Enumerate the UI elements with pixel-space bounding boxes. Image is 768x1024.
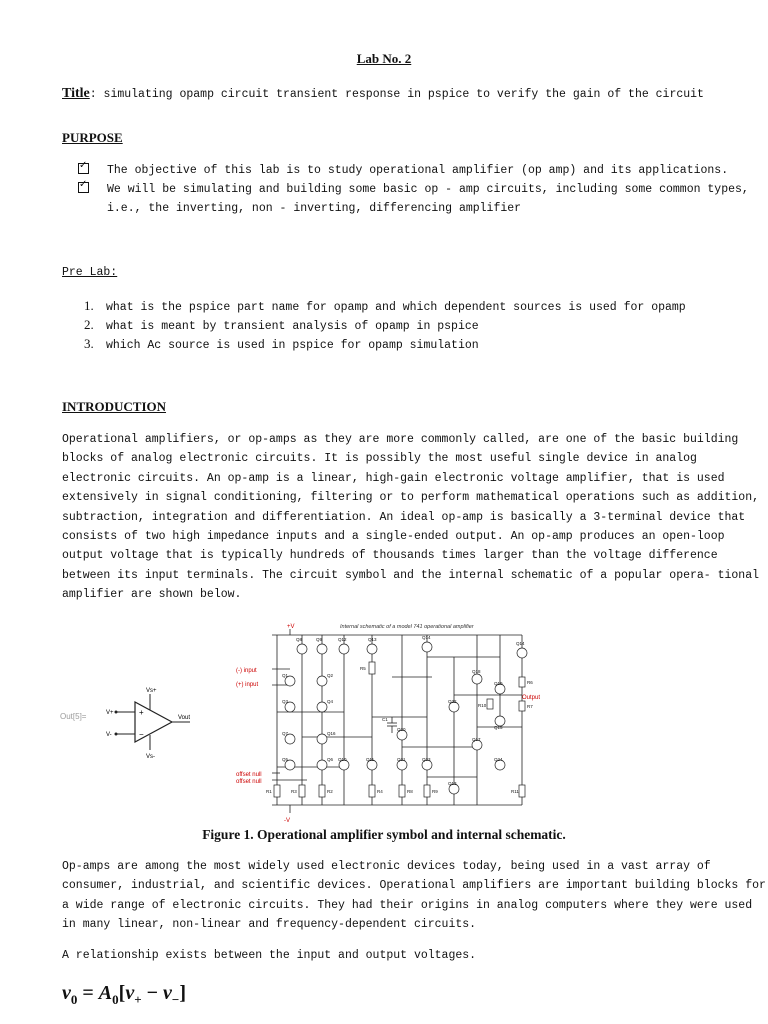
- svg-text:Q6: Q6: [327, 757, 334, 762]
- svg-text:R5: R5: [360, 666, 366, 671]
- purpose-item: ✓The objective of this lab is to study operational amplifier (op amp) and its applications.: [78, 163, 728, 177]
- opamp-symbol-figure: [60, 680, 210, 760]
- internal-schematic-figure: [232, 617, 552, 827]
- svg-text:Q12: Q12: [338, 637, 347, 642]
- purpose-item-continuation: i.e., the inverting, non - inverting, differencing amplifier: [107, 202, 522, 215]
- svg-text:C1: C1: [382, 717, 388, 722]
- vplus-label: V+: [106, 710, 114, 716]
- introduction-heading: INTRODUCTION: [62, 399, 167, 414]
- purpose-item: ✓We will be simulating and building some basic op - amp circuits, including some common types,: [78, 182, 749, 196]
- svg-text:Q19: Q19: [494, 681, 503, 686]
- svg-text:R1: R1: [266, 789, 272, 794]
- svg-text:R6: R6: [527, 680, 533, 685]
- svg-text:R9: R9: [432, 789, 438, 794]
- offset-null-label: offset null: [236, 779, 262, 785]
- svg-text:Q5: Q5: [282, 757, 289, 762]
- prelab-heading: Pre Lab:: [62, 266, 118, 279]
- title-line: [62, 84, 704, 102]
- svg-text:R2: R2: [327, 789, 333, 794]
- svg-text:Q21: Q21: [397, 757, 406, 762]
- lab-number: Lab No. 2: [356, 51, 412, 66]
- svg-text:R3: R3: [291, 789, 297, 794]
- svg-text:Q24: Q24: [494, 757, 503, 762]
- prelab-item: 2. what is meant by transient analysis of opamp in pspice: [84, 317, 479, 333]
- title-label: Title: [62, 86, 90, 101]
- vs-minus-label: Vs-: [146, 754, 155, 760]
- svg-text:Q18: Q18: [472, 669, 481, 674]
- svg-text:Q2: Q2: [327, 673, 334, 678]
- inverting-input-label: (-) input: [236, 668, 257, 674]
- vout-label: Vout: [178, 715, 191, 721]
- offset-null-label: offset null: [236, 772, 262, 778]
- svg-text:Q9: Q9: [316, 637, 323, 642]
- svg-text:Q4: Q4: [327, 699, 334, 704]
- svg-text:Q14: Q14: [516, 641, 525, 646]
- prelab-item: 1. what is the pspice part name for opamp and which dependent sources is used for opamp: [84, 298, 686, 314]
- schematic-title: Internal schematic of a model 741 operational amplifier: [340, 624, 474, 630]
- svg-text:Q7: Q7: [282, 731, 289, 736]
- vs-plus-label: Vs+: [146, 688, 157, 694]
- prelab-item: 3. which Ac source is used in pspice for opamp simulation: [84, 336, 479, 352]
- svg-text:Q15: Q15: [494, 725, 503, 730]
- out-label: Out[5]=: [60, 712, 87, 721]
- purpose-heading: PURPOSE: [62, 130, 123, 145]
- title-text: : simulating opamp circuit transient response in pspice to verify the gain of the circuit: [89, 88, 704, 101]
- body-paragraph: Op-amps are among the most widely used electronic devices today, being used in a vast array of consumer, industrial, and scientific devices. Operational amplifiers are important building blocks for a wide range of electronic circuits. They had their origins in analog computers where they were used in many linear, non-linear and frequency-dependent circuits.: [62, 860, 766, 932]
- checkbox-icon: [78, 163, 89, 174]
- output-label: Output: [522, 695, 541, 701]
- gain-formula: $v_0 = A_0[v_+ - v_-]$: [62, 982, 187, 1007]
- minus-v-label: -V: [284, 818, 290, 824]
- svg-text:Q10: Q10: [338, 757, 347, 762]
- svg-text:Q1: Q1: [282, 673, 289, 678]
- svg-text:Q11: Q11: [366, 757, 375, 762]
- svg-text:Q16: Q16: [327, 731, 336, 736]
- checkbox-icon: [78, 182, 89, 193]
- svg-text:Q13: Q13: [448, 781, 457, 786]
- svg-text:R4: R4: [377, 789, 383, 794]
- transistor-icons: [285, 642, 527, 794]
- svg-text:Q17: Q17: [472, 737, 481, 742]
- introduction-paragraph: Operational amplifiers, or op-amps as they are more commonly called, are one of the basic building blocks of analog electronic circuits. It is possibly the most useful single device in analog electronic circuits. An op-amp is a linear, high-gain electronic voltage amplifier, that is used extensively in signal conditioning, filtering or to perform mathematical operations such as addition, subtraction, integration and differentiation. An ideal op-amp is basically a 3-terminal device that consists of two high impedance inputs and a single-ended output. An op-amp produces an open-loop output voltage that is typically hundreds of thousands times larger than the voltage difference between its input terminals. The circuit symbol and the internal schematic of a popular opera- tional amplifier are shown below.: [62, 433, 760, 602]
- svg-text:Q3: Q3: [282, 699, 289, 704]
- svg-text:−: −: [139, 730, 144, 739]
- svg-text:Q20: Q20: [397, 727, 406, 732]
- svg-text:R11: R11: [511, 789, 519, 794]
- plus-v-label: +V: [287, 624, 295, 630]
- svg-text:Q22: Q22: [448, 699, 457, 704]
- svg-text:R7: R7: [527, 704, 533, 709]
- svg-text:Q8: Q8: [296, 637, 303, 642]
- figure-caption: Figure 1. Operational amplifier symbol and internal schematic.: [202, 827, 566, 842]
- svg-text:Q14: Q14: [422, 635, 431, 640]
- svg-text:Q23: Q23: [422, 757, 431, 762]
- svg-text:R10: R10: [478, 703, 487, 708]
- schematic-wiring: [272, 629, 522, 813]
- svg-text:+: +: [139, 708, 144, 717]
- svg-text:Q13: Q13: [368, 637, 377, 642]
- vminus-label: V-: [106, 732, 112, 738]
- svg-text:R8: R8: [407, 789, 413, 794]
- noninverting-input-label: (+) input: [236, 682, 259, 688]
- relationship-text: A relationship exists between the input and output voltages.: [62, 949, 477, 962]
